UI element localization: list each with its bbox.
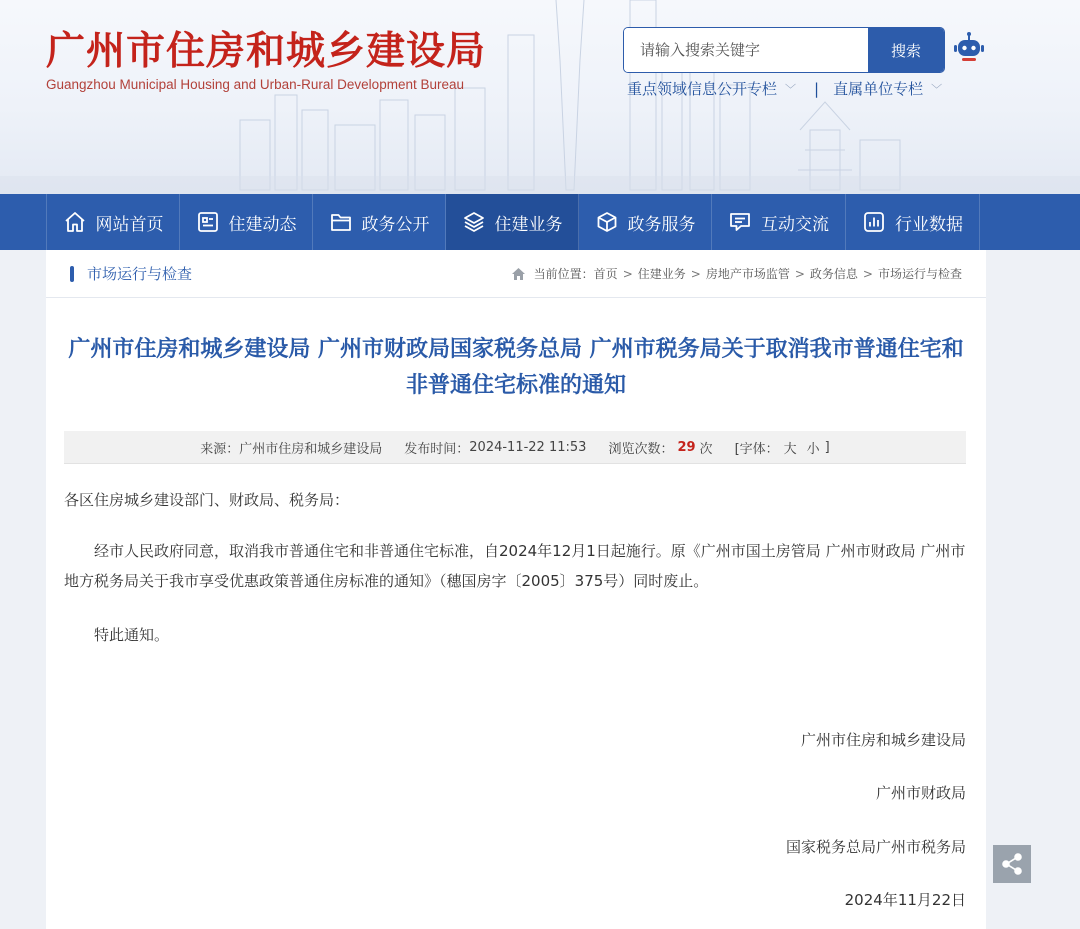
breadcrumb-separator: >: [794, 266, 805, 281]
source-label: 来源：: [200, 441, 240, 457]
nav-item-label: 政务服务: [627, 214, 696, 235]
robot-assistant-icon[interactable]: [950, 30, 988, 68]
breadcrumb-item-construction-business[interactable]: 住建业务: [637, 267, 686, 281]
chevron-down-icon[interactable]: ﹀: [931, 82, 943, 96]
nav-item-label: 互动交流: [761, 214, 829, 235]
font-size-close: ]: [824, 439, 830, 455]
nav-item-label: 住建动态: [228, 214, 297, 235]
folder-icon: [329, 210, 353, 234]
signature-date: 2024年11月22日: [844, 891, 966, 909]
breadcrumb-item-market-operation[interactable]: 市场运行与检查: [877, 267, 962, 281]
font-large-button[interactable]: 大: [783, 441, 797, 457]
layers-icon: [462, 210, 486, 234]
site-subtitle: Guangzhou Municipal Housing and Urban-Rural Development Bureau: [46, 77, 464, 92]
quick-links: [627, 78, 942, 99]
breadcrumb: [511, 265, 962, 282]
signature-finance-bureau: 广州市财政局: [875, 784, 966, 802]
section-title[interactable]: 市场运行与检查: [87, 265, 193, 283]
article-title: 广州市住房和城乡建设局 广州市财政局国家税务总局 广州市税务局关于取消我市普通住宅和非普通住宅标准的通知: [68, 337, 964, 398]
share-icon: [1000, 852, 1024, 876]
breadcrumb-separator: >: [862, 266, 873, 281]
nav-item-label: 网站首页: [95, 214, 164, 235]
quick-link-separator: |: [814, 79, 820, 98]
share-button[interactable]: [993, 845, 1031, 883]
breadcrumb-item-home[interactable]: 首页: [593, 267, 618, 281]
nav-item-label: 行业数据: [895, 214, 963, 235]
home-icon: [63, 210, 87, 234]
salutation: 各区住房城乡建设部门、财政局、税务局：: [64, 491, 350, 509]
search-button[interactable]: 搜索: [868, 28, 944, 72]
main-nav: [0, 194, 1080, 250]
section-header: [46, 250, 986, 298]
nav-item-industry-data[interactable]: [846, 194, 980, 250]
breadcrumb-item-real-estate-supervision[interactable]: 房地产市场监管: [705, 267, 790, 281]
section-marker: [70, 266, 74, 282]
site-header: [0, 0, 1080, 194]
views-label: 浏览次数：: [608, 441, 674, 457]
source-value: 广州市住房和城乡建设局: [239, 441, 383, 457]
signature-tax-bureau: 国家税务总局广州市税务局: [785, 838, 966, 856]
breadcrumb-separator: >: [690, 266, 701, 281]
chart-icon: [862, 210, 886, 234]
article-paragraph: 经市人民政府同意，取消我市普通住宅和非普通住宅标准，自2024年12月1日起施行。原《广州市国土房管局 广州市财政局 广州市地方税务局关于我市享受优惠政策普通住房标准的通知》（穗国房字〔2005〕375号）同时废止。: [64, 542, 966, 590]
nav-item-interaction[interactable]: [712, 194, 846, 250]
nav-item-government-services[interactable]: [579, 194, 712, 250]
publish-date-value: 2024-11-22 11:53: [469, 439, 587, 455]
article-meta: [64, 431, 966, 464]
font-size-label: [字体：: [734, 441, 779, 457]
quick-link-affiliated-units[interactable]: 直属单位专栏: [833, 80, 924, 98]
publish-date-label: 发布时间：: [404, 441, 470, 457]
article-paragraph: 特此通知。: [94, 626, 170, 644]
box-icon: [595, 210, 619, 234]
nav-item-label: 住建业务: [494, 214, 563, 235]
nav-item-label: 政务公开: [361, 214, 430, 235]
nav-item-construction-business[interactable]: [446, 194, 579, 250]
home-icon: [511, 267, 526, 281]
breadcrumb-prefix: 当前位置：: [533, 267, 594, 281]
breadcrumb-separator: >: [622, 266, 633, 281]
search-input[interactable]: [624, 28, 868, 72]
site-title: 广州市住房和城乡建设局: [46, 28, 487, 74]
nav-item-home[interactable]: [46, 194, 180, 250]
nav-item-news[interactable]: [180, 194, 313, 250]
breadcrumb-item-government-info[interactable]: 政务信息: [809, 267, 858, 281]
signature-housing-bureau: 广州市住房和城乡建设局: [800, 731, 966, 749]
chat-icon: [728, 210, 752, 234]
views-unit: 次: [699, 441, 713, 457]
font-small-button[interactable]: 小: [806, 441, 820, 457]
search-box: [623, 27, 945, 73]
views-count: 29: [677, 439, 696, 455]
quick-link-key-areas[interactable]: 重点领域信息公开专栏: [627, 80, 778, 98]
news-icon: [196, 210, 220, 234]
nav-item-government-affairs[interactable]: [313, 194, 446, 250]
chevron-down-icon[interactable]: ﹀: [785, 82, 797, 96]
